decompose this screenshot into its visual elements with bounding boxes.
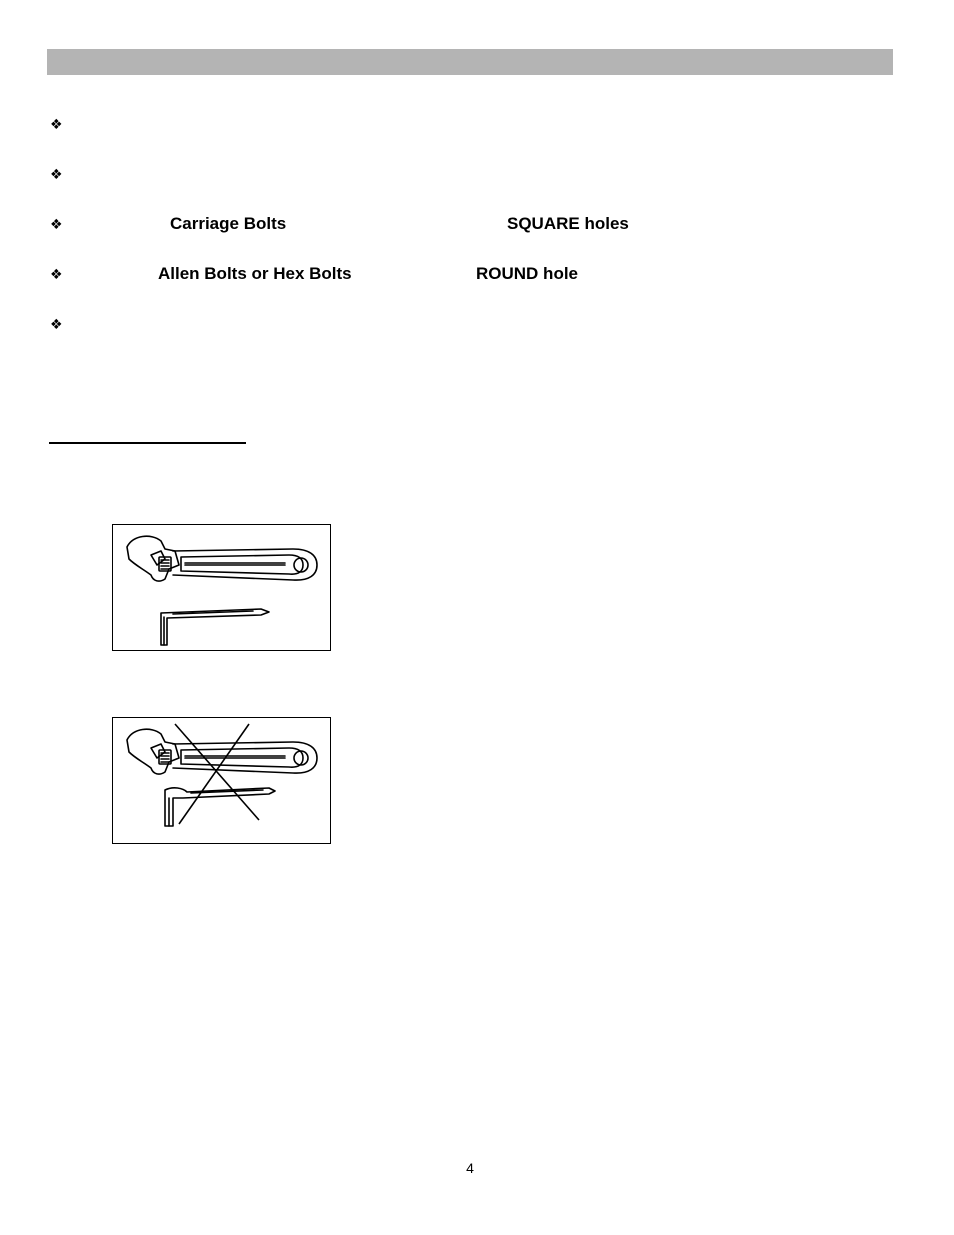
- diamond-bullet-icon: ❖: [50, 216, 63, 232]
- instruction-bullet: [50, 212, 900, 236]
- diamond-bullet-icon: ❖: [50, 316, 63, 332]
- instruction-bullet: [50, 312, 900, 336]
- instruction-bullet: [50, 112, 900, 136]
- section-header-bar: [47, 49, 893, 75]
- section-heading-underline: [49, 442, 246, 444]
- instruction-bullet: [50, 162, 900, 186]
- cross-out-mark: [175, 724, 259, 824]
- bold-phrase-allen-hex-bolts: Allen Bolts or Hex Bolts: [158, 264, 352, 283]
- diamond-bullet-icon: ❖: [50, 266, 63, 282]
- bold-phrase-square-holes: SQUARE holes: [507, 214, 629, 233]
- instruction-bullet: [50, 262, 900, 286]
- tools-figure-correct: [112, 524, 331, 651]
- diamond-bullet-icon: ❖: [50, 116, 63, 132]
- wrench-and-allen-key-illustration: [113, 525, 332, 652]
- page-number: 4: [466, 1160, 474, 1176]
- bold-phrase-carriage-bolts: Carriage Bolts: [170, 214, 287, 233]
- tools-figure-crossed-out: [112, 717, 331, 844]
- wrench-and-allen-key-crossed-illustration: [113, 718, 332, 845]
- bold-phrase-round-hole: ROUND hole: [476, 264, 578, 283]
- diamond-bullet-icon: ❖: [50, 166, 63, 182]
